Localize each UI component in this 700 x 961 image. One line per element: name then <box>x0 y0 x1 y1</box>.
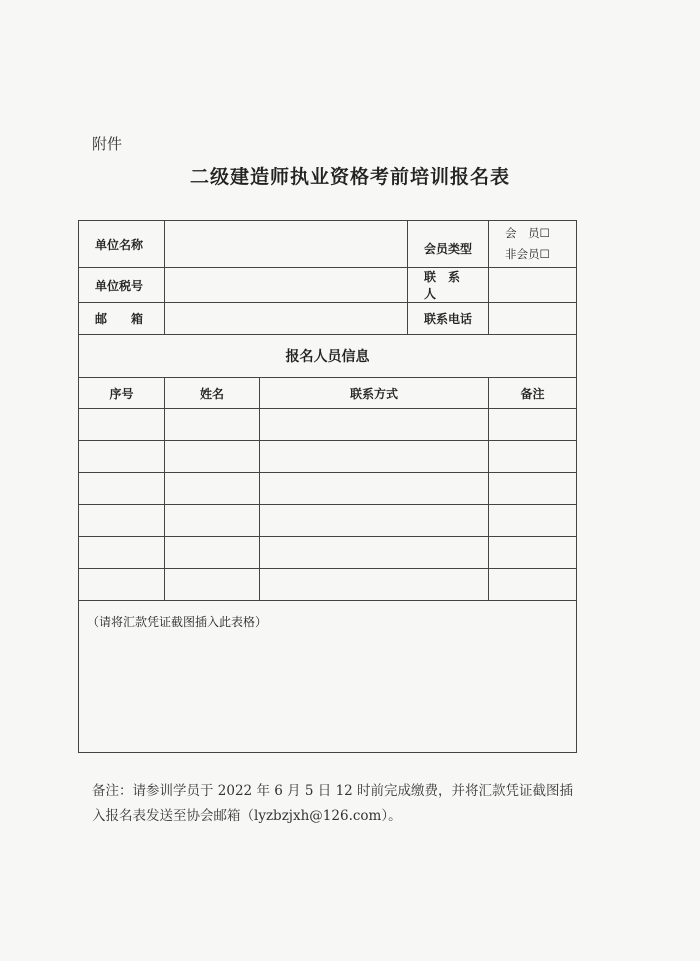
name-cell[interactable] <box>165 569 260 601</box>
tax-id-field[interactable] <box>165 268 408 303</box>
registration-form-table <box>78 220 577 753</box>
column-header-row <box>79 378 577 409</box>
table-row <box>79 505 577 537</box>
email-label: 邮 箱 <box>79 303 165 335</box>
email-field[interactable] <box>165 303 408 335</box>
contact-cell[interactable] <box>260 441 489 473</box>
contact-person-label: 联 系 人 <box>408 268 489 303</box>
phone-field[interactable] <box>489 303 577 335</box>
seq-cell[interactable] <box>79 441 165 473</box>
name-cell[interactable] <box>165 505 260 537</box>
remarks-cell[interactable] <box>489 569 577 601</box>
seq-cell[interactable] <box>79 505 165 537</box>
voucher-row <box>79 601 577 753</box>
col-header-remarks: 备注 <box>489 378 577 409</box>
unit-name-field[interactable] <box>165 221 408 268</box>
seq-cell[interactable] <box>79 409 165 441</box>
remarks-cell[interactable] <box>489 441 577 473</box>
unit-name-row <box>79 221 577 268</box>
non-member-checkbox[interactable]: 非会员☐ <box>505 247 550 261</box>
tax-id-label: 单位税号 <box>79 268 165 303</box>
contact-cell[interactable] <box>260 537 489 569</box>
remarks-cell[interactable] <box>489 409 577 441</box>
contact-cell[interactable] <box>260 569 489 601</box>
table-row <box>79 569 577 601</box>
phone-label: 联系电话 <box>408 303 489 335</box>
section-header-row <box>79 335 577 378</box>
contact-person-field[interactable] <box>489 268 577 303</box>
remarks-cell[interactable] <box>489 505 577 537</box>
email-row <box>79 303 577 335</box>
contact-cell[interactable] <box>260 505 489 537</box>
name-cell[interactable] <box>165 409 260 441</box>
registrants-section-title: 报名人员信息 <box>79 335 577 378</box>
table-row <box>79 537 577 569</box>
name-cell[interactable] <box>165 537 260 569</box>
voucher-hint: （请将汇款凭证截图插入此表格） <box>87 615 268 629</box>
footnote: 备注：请参训学员于 2022 年 6 月 5 日 12 时前完成缴费，并将汇款凭证截图插入报名表发送至协会邮箱（lyzbzjxh@126.com）。 <box>92 783 574 824</box>
seq-cell[interactable] <box>79 569 165 601</box>
name-cell[interactable] <box>165 473 260 505</box>
table-row <box>79 441 577 473</box>
col-header-contact: 联系方式 <box>260 378 489 409</box>
page-title: 二级建造师执业资格考前培训报名表 <box>189 166 510 188</box>
col-header-name: 姓名 <box>165 378 260 409</box>
member-checkbox[interactable]: 会 员☐ <box>505 226 550 240</box>
name-cell[interactable] <box>165 441 260 473</box>
unit-name-label: 单位名称 <box>79 221 165 268</box>
remarks-cell[interactable] <box>489 473 577 505</box>
voucher-insert-area[interactable] <box>79 601 577 753</box>
attachment-label: 附件 <box>92 135 123 153</box>
table-row <box>79 409 577 441</box>
table-row <box>79 473 577 505</box>
contact-cell[interactable] <box>260 473 489 505</box>
seq-cell[interactable] <box>79 537 165 569</box>
remarks-cell[interactable] <box>489 537 577 569</box>
col-header-seq: 序号 <box>79 378 165 409</box>
tax-id-row <box>79 268 577 303</box>
member-type-label: 会员类型 <box>408 221 489 268</box>
seq-cell[interactable] <box>79 473 165 505</box>
member-type-options <box>489 221 577 268</box>
contact-cell[interactable] <box>260 409 489 441</box>
